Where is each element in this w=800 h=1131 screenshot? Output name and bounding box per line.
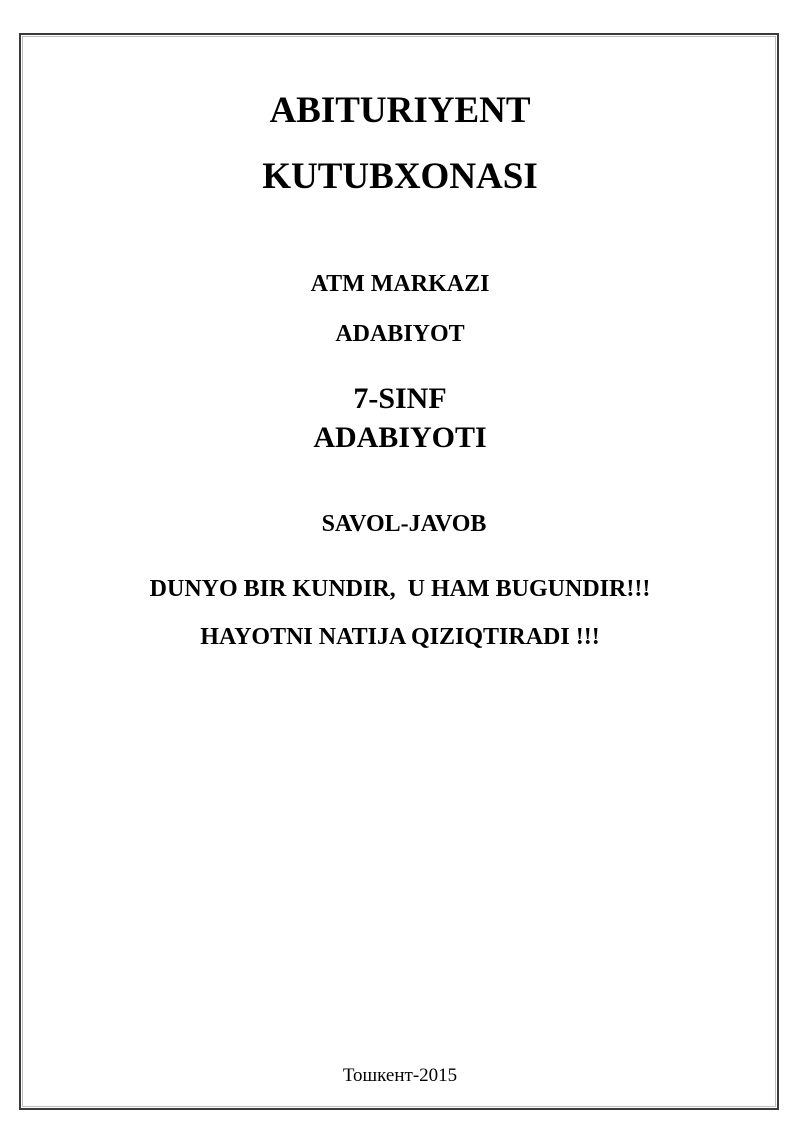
motto-line-1: DUNYO BIR KUNDIR, U HAM BUGUNDIR!!!	[149, 576, 651, 602]
format-heading: SAVOL-JAVOB	[321, 511, 487, 537]
grade-line-1: 7-SINF	[353, 382, 447, 415]
center-name: ATM MARKAZI	[310, 271, 490, 297]
motto-line-2: HAYOTNI NATIJA QIZIQTIRADI !!!	[200, 624, 600, 650]
grade-line-2: ADABIYOTI	[313, 421, 487, 454]
footer-city-year: Тошкент-2015	[342, 1065, 458, 1086]
title-line-1: ABITURIYENT	[269, 90, 531, 131]
subject-heading: ADABIYOT	[335, 321, 465, 347]
title-line-2: KUTUBXONASI	[262, 156, 538, 197]
